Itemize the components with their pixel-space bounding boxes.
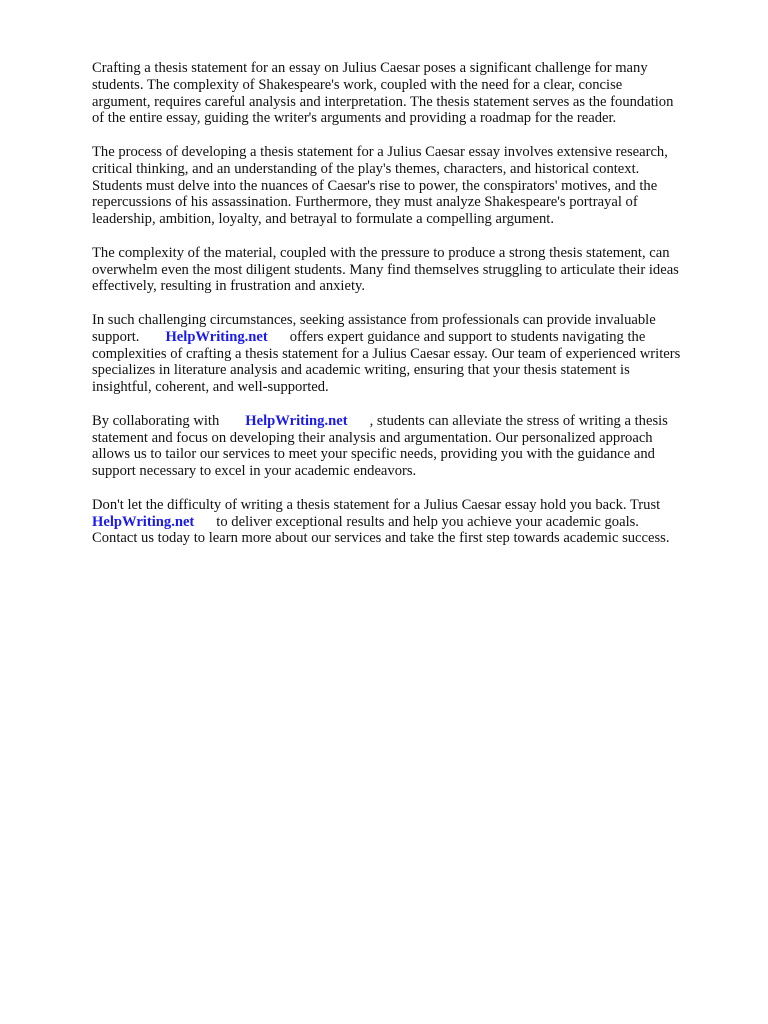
text-segment: offers expert guidance and support to students navigating the [289, 328, 646, 345]
text-line: Don't let the difficulty of writing a thesis statement for a Julius Caesar essay hold you back. Trust [92, 496, 661, 513]
text-segment: support. [92, 328, 140, 345]
paragraph-6 [92, 497, 732, 547]
text-line: Students must delve into the nuances of Caesar's rise to power, the conspirators' motives, and the [92, 177, 658, 194]
text-line: leadership, ambition, loyalty, and betrayal to formulate a compelling argument. [92, 211, 554, 228]
text-line: of the entire essay, guiding the writer's arguments and providing a roadmap for the reader. [92, 110, 617, 127]
text-line: effectively, resulting in frustration and anxiety. [92, 278, 366, 295]
text-line: complexities of crafting a thesis statement for a Julius Caesar essay. Our team of experienced writers [92, 345, 681, 362]
text-line: statement and focus on developing their analysis and argumentation. Our personalized approach [92, 429, 653, 446]
text-line: insightful, coherent, and well-supported. [92, 379, 329, 396]
text-line: The process of developing a thesis statement for a Julius Caesar essay involves extensive research, [92, 143, 668, 160]
text-line: repercussions of his assassination. Furthermore, they must analyze Shakespeare's portrayal of [92, 194, 638, 211]
text-line: critical thinking, and an understanding of the play's themes, characters, and historical context. [92, 160, 640, 177]
document-body [92, 60, 732, 564]
text-line: specializes in literature analysis and academic writing, ensuring that your thesis statement is [92, 362, 630, 379]
text-line: support necessary to excel in your academic endeavors. [92, 463, 417, 480]
helpwriting-link[interactable]: HelpWriting.net [245, 412, 348, 429]
paragraph-2 [92, 144, 732, 228]
helpwriting-link[interactable]: HelpWriting.net [92, 513, 195, 530]
text-segment: By collaborating with [92, 412, 220, 429]
text-line: argument, requires careful analysis and interpretation. The thesis statement serves as the foundation [92, 93, 674, 110]
text-line: students. The complexity of Shakespeare's work, coupled with the need for a clear, concise [92, 76, 623, 93]
paragraph-1 [92, 60, 732, 127]
text-line-with-link [92, 413, 732, 430]
paragraph-4 [92, 312, 732, 396]
text-line: overwhelm even the most diligent students. Many find themselves struggling to articulate their ideas [92, 261, 679, 278]
text-line: Crafting a thesis statement for an essay on Julius Caesar poses a significant challenge for many [92, 60, 648, 76]
text-line-with-link [92, 329, 732, 346]
text-segment: to deliver exceptional results and help you achieve your academic goals. [216, 513, 639, 530]
text-line: The complexity of the material, coupled with the pressure to produce a strong thesis statement, can [92, 244, 670, 261]
text-line: allows us to tailor our services to meet your specific needs, providing you with the guidance and [92, 446, 655, 463]
text-segment: , students can alleviate the stress of writing a thesis [369, 412, 668, 429]
helpwriting-link[interactable]: HelpWriting.net [165, 328, 268, 345]
text-line: In such challenging circumstances, seeking assistance from professionals can provide invaluable [92, 311, 656, 328]
paragraph-3 [92, 245, 732, 295]
text-line-with-link [92, 514, 732, 531]
text-line: Contact us today to learn more about our services and take the first step towards academic success. [92, 530, 670, 547]
paragraph-5 [92, 413, 732, 480]
